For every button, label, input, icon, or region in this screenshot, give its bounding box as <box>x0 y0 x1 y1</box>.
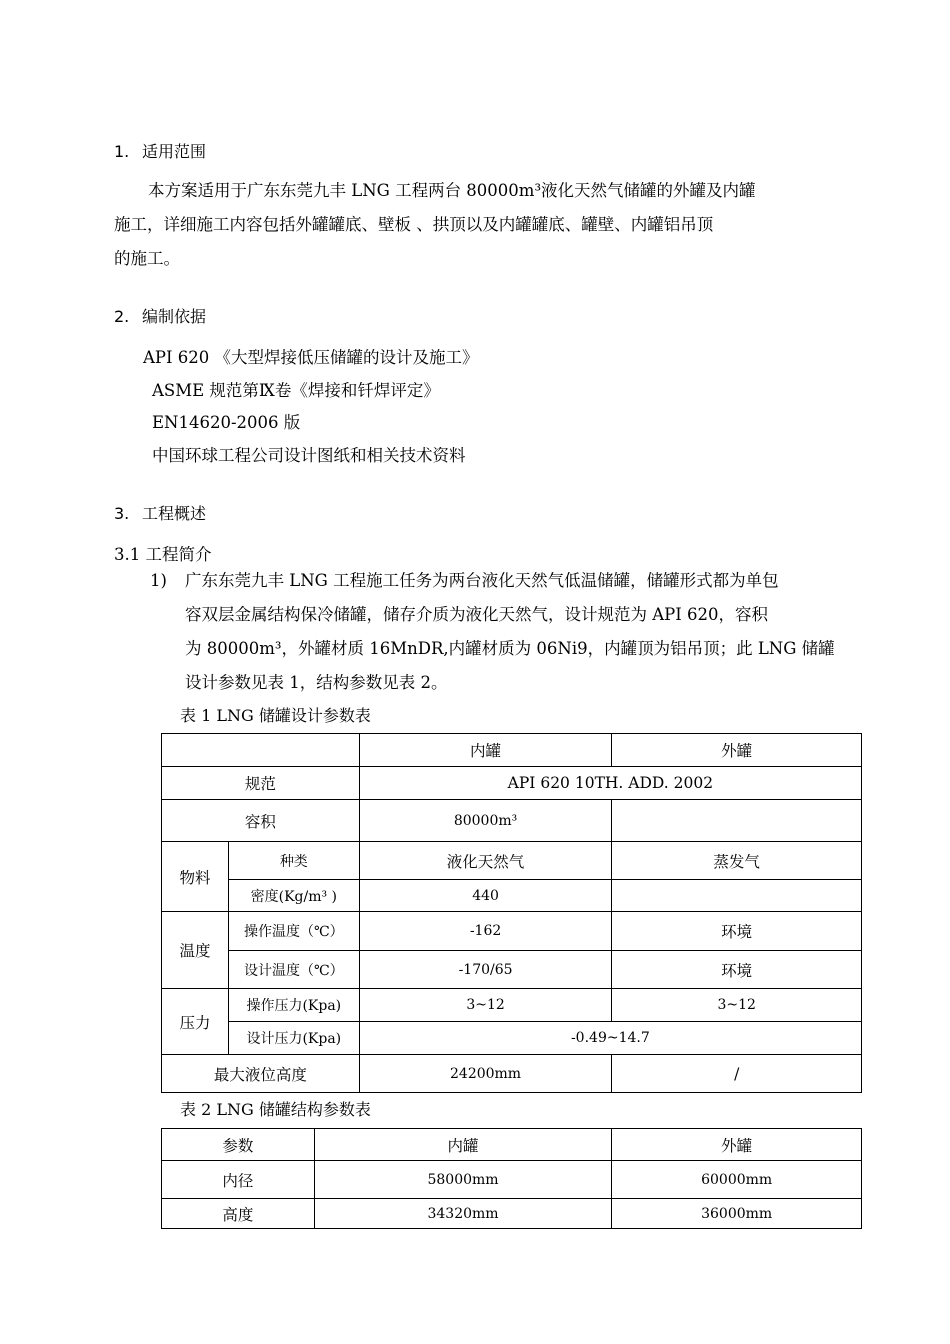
spec-value-cell: API 620 10TH. ADD. 2002 <box>359 767 861 800</box>
kind-inner-cell: 液化天然气 <box>359 842 612 880</box>
design-pressure-value-cell: -0.49~14.7 <box>359 1022 861 1055</box>
structure-parameters-table <box>161 1128 862 1229</box>
op-pressure-outer-cell: 3~12 <box>612 989 862 1022</box>
table-row <box>162 1055 862 1093</box>
inner-header-cell: 内罐 <box>314 1129 612 1161</box>
density-inner-cell: 440 <box>359 880 612 912</box>
spec-label-cell: 规范 <box>162 767 360 800</box>
table-row <box>162 880 862 912</box>
design-temp-label-cell: 设计温度（℃） <box>228 951 359 989</box>
table-row <box>162 734 862 767</box>
section-1-title: 适用范围 <box>142 142 207 161</box>
op-temp-outer-cell: 环境 <box>612 912 862 951</box>
op-temp-label-cell: 操作温度（℃） <box>228 912 359 951</box>
kind-outer-cell: 蒸发气 <box>612 842 862 880</box>
temperature-group-cell: 温度 <box>162 912 229 989</box>
max-level-inner-cell: 24200mm <box>359 1055 612 1093</box>
scope-line-3: 的施工。 <box>114 249 180 268</box>
overview-line-4: 设计参数见表 1，结构参数见表 2。 <box>185 673 448 692</box>
table-row <box>162 1022 862 1055</box>
table-row <box>162 912 862 951</box>
section-2-heading <box>114 304 206 327</box>
row-outer-cell: 60000mm <box>612 1161 862 1199</box>
basis-item: 中国环球工程公司设计图纸和相关技术资料 <box>152 446 466 465</box>
basis-item: ASME 规范第Ⅸ卷《焊接和钎焊评定》 <box>152 381 440 400</box>
table-row <box>162 842 862 880</box>
overview-line-1: 广东东莞九丰 LNG 工程施工任务为两台液化天然气低温储罐，储罐形式都为单包 <box>185 571 779 590</box>
row-inner-cell: 34320mm <box>314 1199 612 1229</box>
section-3-number: 3. <box>114 504 130 523</box>
header-blank-cell <box>162 734 360 767</box>
overview-item-marker: 1) <box>150 571 167 590</box>
section-3-heading <box>114 501 206 524</box>
table-row <box>162 1161 862 1199</box>
outer-header-cell: 外罐 <box>612 1129 862 1161</box>
design-pressure-label-cell: 设计压力(Kpa) <box>228 1022 359 1055</box>
table-row <box>162 951 862 989</box>
row-outer-cell: 36000mm <box>612 1199 862 1229</box>
op-temp-inner-cell: -162 <box>359 912 612 951</box>
overview-line-3: 为 80000m³，外罐材质 16MnDR,内罐材质为 06Ni9，内罐顶为铝吊顶；此 LNG 储罐 <box>185 639 835 658</box>
overview-subheading: 3.1 工程简介 <box>114 545 212 564</box>
basis-item: EN14620-2006 版 <box>152 413 301 432</box>
kind-label-cell: 种类 <box>228 842 359 880</box>
design-parameters-table <box>161 733 862 1093</box>
design-temp-inner-cell: -170/65 <box>359 951 612 989</box>
design-temp-outer-cell: 环境 <box>612 951 862 989</box>
section-1-number: 1. <box>114 142 130 161</box>
max-level-label-cell: 最大液位高度 <box>162 1055 360 1093</box>
scope-line-1: 本方案适用于广东东莞九丰 LNG 工程两台 80000m³液化天然气储罐的外罐及内罐 <box>148 181 756 200</box>
header-outer-cell: 外罐 <box>612 734 862 767</box>
density-outer-cell <box>612 880 862 912</box>
capacity-inner-cell: 80000m³ <box>359 800 612 842</box>
table-row <box>162 989 862 1022</box>
table-2-caption: 表 2 LNG 储罐结构参数表 <box>180 1100 371 1119</box>
capacity-outer-cell <box>612 800 862 842</box>
pressure-group-cell: 压力 <box>162 989 229 1055</box>
row-label-cell: 内径 <box>162 1161 315 1199</box>
density-label-cell: 密度(Kg/m³ ) <box>228 880 359 912</box>
param-header-cell: 参数 <box>162 1129 315 1161</box>
max-level-outer-cell: / <box>612 1055 862 1093</box>
section-1-heading <box>114 139 206 162</box>
table-row <box>162 1199 862 1229</box>
table-row <box>162 1129 862 1161</box>
op-pressure-inner-cell: 3~12 <box>359 989 612 1022</box>
table-1-caption: 表 1 LNG 储罐设计参数表 <box>180 706 371 725</box>
basis-item: API 620 《大型焊接低压储罐的设计及施工》 <box>143 348 479 367</box>
scope-line-2: 施工，详细施工内容包括外罐罐底、壁板 、拱顶以及内罐罐底、罐壁、内罐铝吊顶 <box>114 215 714 234</box>
capacity-label-cell: 容积 <box>162 800 360 842</box>
table-row <box>162 800 862 842</box>
table-row <box>162 767 862 800</box>
row-label-cell: 高度 <box>162 1199 315 1229</box>
section-2-title: 编制依据 <box>142 307 207 326</box>
section-2-number: 2. <box>114 307 130 326</box>
material-group-cell: 物料 <box>162 842 229 912</box>
overview-line-2: 容双层金属结构保冷储罐，储存介质为液化天然气，设计规范为 API 620，容积 <box>185 605 769 624</box>
header-inner-cell: 内罐 <box>359 734 612 767</box>
op-pressure-label-cell: 操作压力(Kpa) <box>228 989 359 1022</box>
row-inner-cell: 58000mm <box>314 1161 612 1199</box>
section-3-title: 工程概述 <box>142 504 207 523</box>
